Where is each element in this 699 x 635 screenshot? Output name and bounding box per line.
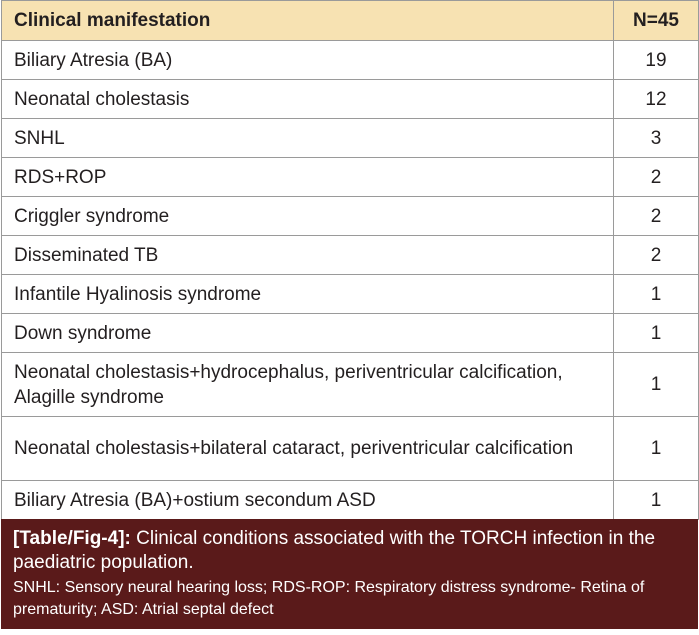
count-cell: 3 <box>614 119 699 158</box>
count-cell: 12 <box>614 80 699 119</box>
count-cell: 1 <box>614 314 699 353</box>
table-row <box>2 275 699 314</box>
count-cell: 2 <box>614 197 699 236</box>
table-row <box>2 80 699 119</box>
caption-text: Clinical conditions associated with the TORCH infection in the paediatric population. <box>13 528 656 573</box>
table-row <box>2 41 699 80</box>
count-cell: 2 <box>614 158 699 197</box>
count-cell: 1 <box>614 353 699 417</box>
count-cell: 2 <box>614 236 699 275</box>
condition-cell: Criggler syndrome <box>2 197 614 236</box>
caption-abbreviations: SNHL: Sensory neural hearing loss; RDS-ROP: Respiratory distress syndrome- Retina of prematurity; ASD: Atrial septal defect <box>13 579 645 618</box>
caption-title <box>13 527 688 575</box>
table-row <box>2 197 699 236</box>
count-cell: 1 <box>614 275 699 314</box>
condition-cell: Neonatal cholestasis <box>2 80 614 119</box>
caption-label: [Table/Fig-4]: <box>13 528 131 549</box>
table-row <box>2 119 699 158</box>
clinical-manifestation-table <box>1 0 699 520</box>
table-row <box>2 353 699 417</box>
condition-cell: Biliary Atresia (BA) <box>2 41 614 80</box>
condition-cell: Neonatal cholestasis+hydrocephalus, periventricular calcification, Alagille syndrome <box>2 353 614 417</box>
condition-cell: SNHL <box>2 119 614 158</box>
count-cell: 19 <box>614 41 699 80</box>
header-count: N=45 <box>614 1 699 41</box>
table-row <box>2 481 699 520</box>
table-figure <box>1 0 698 629</box>
table-caption <box>1 519 698 629</box>
condition-cell: Down syndrome <box>2 314 614 353</box>
count-cell: 1 <box>614 417 699 481</box>
count-cell: 1 <box>614 481 699 520</box>
table-row <box>2 417 699 481</box>
table-row <box>2 158 699 197</box>
table-header-row <box>2 1 699 41</box>
condition-cell: RDS+ROP <box>2 158 614 197</box>
condition-cell: Neonatal cholestasis+bilateral cataract, periventricular calcification <box>2 417 614 481</box>
condition-cell: Disseminated TB <box>2 236 614 275</box>
condition-cell: Biliary Atresia (BA)+ostium secondum ASD <box>2 481 614 520</box>
table-row <box>2 236 699 275</box>
header-clinical-manifestation: Clinical manifestation <box>2 1 614 41</box>
table-row <box>2 314 699 353</box>
condition-cell: Infantile Hyalinosis syndrome <box>2 275 614 314</box>
